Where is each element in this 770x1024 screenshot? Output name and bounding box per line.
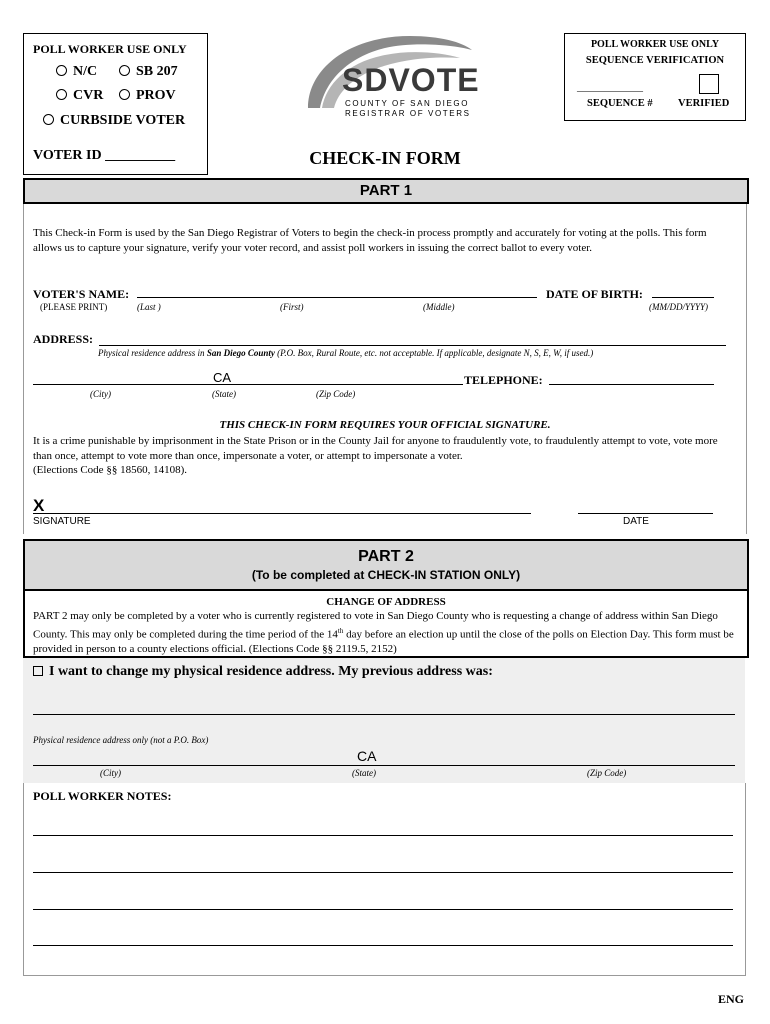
signature-x: X bbox=[33, 496, 45, 515]
option-curbside[interactable]: CURBSIDE VOTER bbox=[43, 113, 185, 129]
footer-language: ENG bbox=[718, 992, 745, 1006]
signature-input[interactable] bbox=[33, 513, 531, 514]
radio-icon[interactable] bbox=[56, 65, 67, 76]
last-label: (Last ) bbox=[137, 302, 161, 312]
voter-name-label: VOTER'S NAME: bbox=[33, 287, 130, 301]
city-state-zip-input[interactable] bbox=[33, 765, 735, 766]
verified-checkbox[interactable] bbox=[699, 74, 719, 94]
date-input[interactable] bbox=[578, 513, 713, 514]
coa-text: PART 2 may only be completed by a voter who is currently registered to vote in San Diego County who is requesting a change of address within San Diego County. This may only be completed during the time period of the 14th day before an election up until the close of the polls on Election Day. This form must be provided in person to a county elections official. (Elections Code §§ 2119.5, 2152) bbox=[33, 610, 734, 655]
zip-label-2: (Zip Code) bbox=[587, 768, 627, 778]
dob-input[interactable] bbox=[652, 297, 714, 298]
zip-label: (Zip Code) bbox=[316, 389, 356, 399]
voter-name-input[interactable] bbox=[137, 297, 537, 298]
state-label: (State) bbox=[212, 389, 236, 399]
part2-heading: PART 2 bbox=[358, 548, 414, 565]
part1-intro: This Check-in Form is used by the San Diego Registrar of Voters to begin the check-in process promptly and accurately for voting at the polls. This form allows us to capture your signature, verify your voter record, and assist poll workers in issuing the correct ballot to every voter. bbox=[33, 227, 707, 254]
logo-line1: COUNTY OF SAN DIEGO bbox=[345, 99, 470, 108]
change-of-address-box bbox=[23, 589, 749, 658]
poll-worker-box-right bbox=[564, 33, 746, 121]
notes-box bbox=[23, 783, 746, 976]
right-box-title: POLL WORKER USE ONLY bbox=[590, 39, 720, 50]
date-label: DATE bbox=[623, 516, 649, 527]
address-note: Physical residence address in San Diego County (P.O. Box, Rural Route, etc. not acceptable. If applicable, designate N, S, E, W, if used.) bbox=[98, 348, 594, 358]
part1-heading: PART 1 bbox=[359, 182, 413, 199]
city-input[interactable] bbox=[33, 384, 463, 385]
signature-label: SIGNATURE bbox=[33, 516, 91, 527]
notes-line-3[interactable] bbox=[33, 909, 733, 910]
radio-icon[interactable] bbox=[43, 114, 54, 125]
notes-label: POLL WORKER NOTES: bbox=[33, 789, 172, 803]
part1-header bbox=[23, 178, 749, 204]
city-label-2: (City) bbox=[100, 768, 121, 778]
left-box-title: POLL WORKER USE ONLY bbox=[33, 42, 187, 56]
coa-title: CHANGE OF ADDRESS bbox=[326, 596, 446, 608]
right-box-subtitle: SEQUENCE VERIFICATION bbox=[585, 55, 725, 66]
dob-label: DATE OF BIRTH: bbox=[546, 287, 643, 301]
logo-brand: SDVOTE bbox=[342, 62, 480, 98]
state-value: CA bbox=[213, 370, 232, 385]
verified-label: VERIFIED bbox=[678, 98, 730, 109]
option-prov[interactable]: PROV bbox=[119, 88, 176, 104]
elections-code: (Elections Code §§ 18560, 14108). bbox=[33, 464, 187, 476]
option-nc[interactable]: N/C bbox=[56, 64, 97, 80]
option-cvr[interactable]: CVR bbox=[56, 88, 103, 104]
notes-line-1[interactable] bbox=[33, 835, 733, 836]
address-input[interactable] bbox=[99, 345, 726, 346]
page-title: CHECK-IN FORM bbox=[309, 148, 461, 168]
city-label: (City) bbox=[90, 389, 111, 399]
part1-side-left bbox=[23, 204, 24, 534]
telephone-label: TELEPHONE: bbox=[464, 373, 543, 387]
notes-line-2[interactable] bbox=[33, 872, 733, 873]
sequence-label: SEQUENCE # bbox=[587, 98, 653, 109]
state-value-2: CA bbox=[357, 748, 377, 764]
state-label-2: (State) bbox=[352, 768, 376, 778]
radio-icon[interactable] bbox=[119, 89, 130, 100]
part2-header bbox=[23, 539, 749, 591]
previous-address-input[interactable] bbox=[33, 714, 735, 715]
change-address-checkbox-row[interactable]: I want to change my physical residence address. My previous address was: bbox=[33, 664, 493, 680]
first-label: (First) bbox=[280, 302, 304, 312]
notes-line-4[interactable] bbox=[33, 945, 733, 946]
voter-id-field[interactable]: VOTER ID __________ bbox=[33, 148, 176, 163]
please-print: (PLEASE PRINT) bbox=[40, 302, 108, 312]
radio-icon[interactable] bbox=[56, 89, 67, 100]
part1-side-right bbox=[746, 204, 747, 534]
logo-line2: REGISTRAR OF VOTERS bbox=[345, 109, 471, 118]
address-label: ADDRESS: bbox=[33, 332, 94, 346]
physical-only-label: Physical residence address only (not a P.O. Box) bbox=[33, 735, 209, 745]
warning-text: It is a crime punishable by imprisonment in the State Prison or in the County Jail for anyone to fraudulently vote, to fraudulently attempt to vote, vote more than once, attempt to vote more than once, impersonate a voter, or attempt to impersonate a voter. bbox=[33, 435, 718, 462]
dob-format: (MM/DD/YYYY) bbox=[649, 302, 709, 312]
sdvote-logo bbox=[290, 28, 480, 118]
radio-icon[interactable] bbox=[119, 65, 130, 76]
middle-label: (Middle) bbox=[423, 302, 455, 312]
checkbox-icon[interactable] bbox=[33, 666, 43, 676]
telephone-input[interactable] bbox=[549, 384, 714, 385]
part2-subheading: (To be completed at CHECK-IN STATION ONLY) bbox=[251, 568, 521, 582]
signature-required: THIS CHECK-IN FORM REQUIRES YOUR OFFICIAL SIGNATURE. bbox=[219, 419, 551, 431]
sequence-blank[interactable]: ____________ bbox=[577, 81, 643, 93]
option-sb207[interactable]: SB 207 bbox=[119, 64, 178, 80]
